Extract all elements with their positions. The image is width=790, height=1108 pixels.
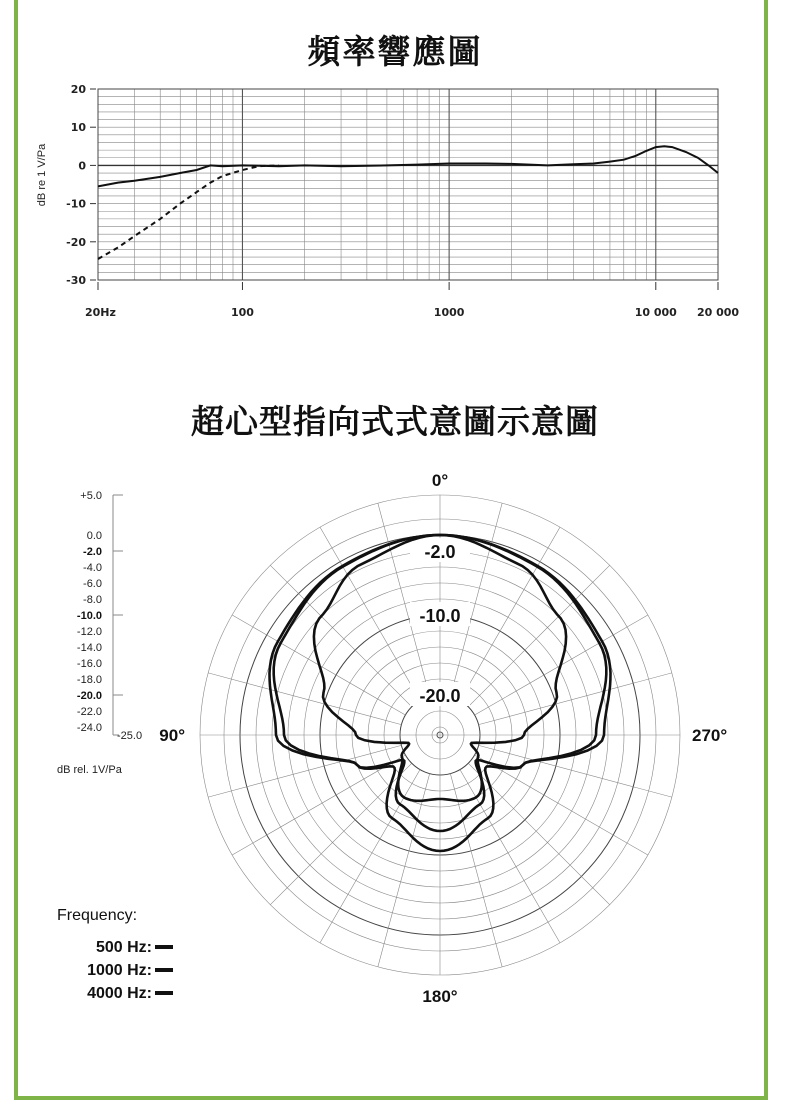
scale-label: -12.0	[76, 626, 102, 638]
polar-pattern-title: 超心型指向式式意圖示意圖	[191, 402, 599, 441]
scale-label: -4.0	[83, 562, 102, 574]
fr-ylabel: dB re 1 V/Pa	[36, 143, 48, 207]
scale-label: -25.0	[117, 730, 143, 742]
scale-label: -8.0	[83, 594, 102, 606]
polar-grid	[200, 495, 680, 975]
scale-label: -10.0	[76, 610, 102, 622]
polar-spoke	[208, 673, 401, 725]
legend-swatch	[155, 945, 173, 949]
fr-ytick-label: 10	[70, 121, 86, 135]
scale-label: 0.0	[86, 530, 102, 542]
scale-label: +5.0	[80, 490, 102, 502]
angle-label-0: 0°	[431, 471, 449, 490]
fr-xtick-label: 10 000	[634, 306, 677, 319]
scale-label: -22.0	[76, 706, 102, 718]
scale-label: -24.0	[76, 722, 102, 734]
polar-spoke	[468, 565, 609, 706]
fr-ytick-label: 0	[78, 159, 86, 173]
scale-label: -14.0	[76, 642, 102, 654]
polar-unit-label: dB rel. 1V/Pa	[57, 764, 122, 776]
radial-label: -10.0	[419, 606, 461, 626]
polar-spoke	[479, 673, 672, 725]
polar-spoke	[270, 565, 411, 706]
frequency-response-title: 頻率響應圖	[307, 32, 483, 71]
fr-ytick-label: 20	[70, 83, 86, 96]
legend-swatch	[155, 968, 173, 972]
angle-label-90: 90°	[159, 726, 185, 745]
angle-label-180: 180°	[422, 987, 458, 1006]
angle-label-270: 270°	[692, 726, 728, 745]
radial-label: -20.0	[419, 686, 461, 706]
legend-item-label: 4000 Hz:	[87, 985, 152, 1002]
radial-label: -2.0	[424, 542, 456, 562]
fr-xtick-label: 1000	[433, 306, 465, 319]
scale-label: -16.0	[76, 658, 102, 670]
fr-xtick-label: 20 000	[696, 306, 740, 319]
fr-ytick-label: -30	[66, 274, 86, 287]
fr-xtick-label: 20Hz	[85, 306, 116, 319]
legend-swatch	[155, 991, 173, 995]
scale-label: -20.0	[76, 690, 102, 702]
scale-label: -2.0	[83, 546, 102, 558]
fr-xtick-label: 100	[230, 306, 254, 319]
legend-title: Frequency:	[57, 907, 138, 924]
scale-label: -18.0	[76, 674, 102, 686]
scale-label: -6.0	[83, 578, 102, 590]
polar-legend	[87, 939, 173, 1002]
fr-ytick-label: -20	[66, 235, 86, 249]
legend-item-label: 1000 Hz:	[87, 962, 152, 979]
polar-spoke	[378, 503, 430, 696]
fr-ytick-label: -10	[66, 197, 86, 211]
polar-db-scale	[77, 490, 142, 742]
legend-item-label: 500 Hz:	[95, 939, 152, 956]
polar-spoke	[450, 503, 502, 696]
